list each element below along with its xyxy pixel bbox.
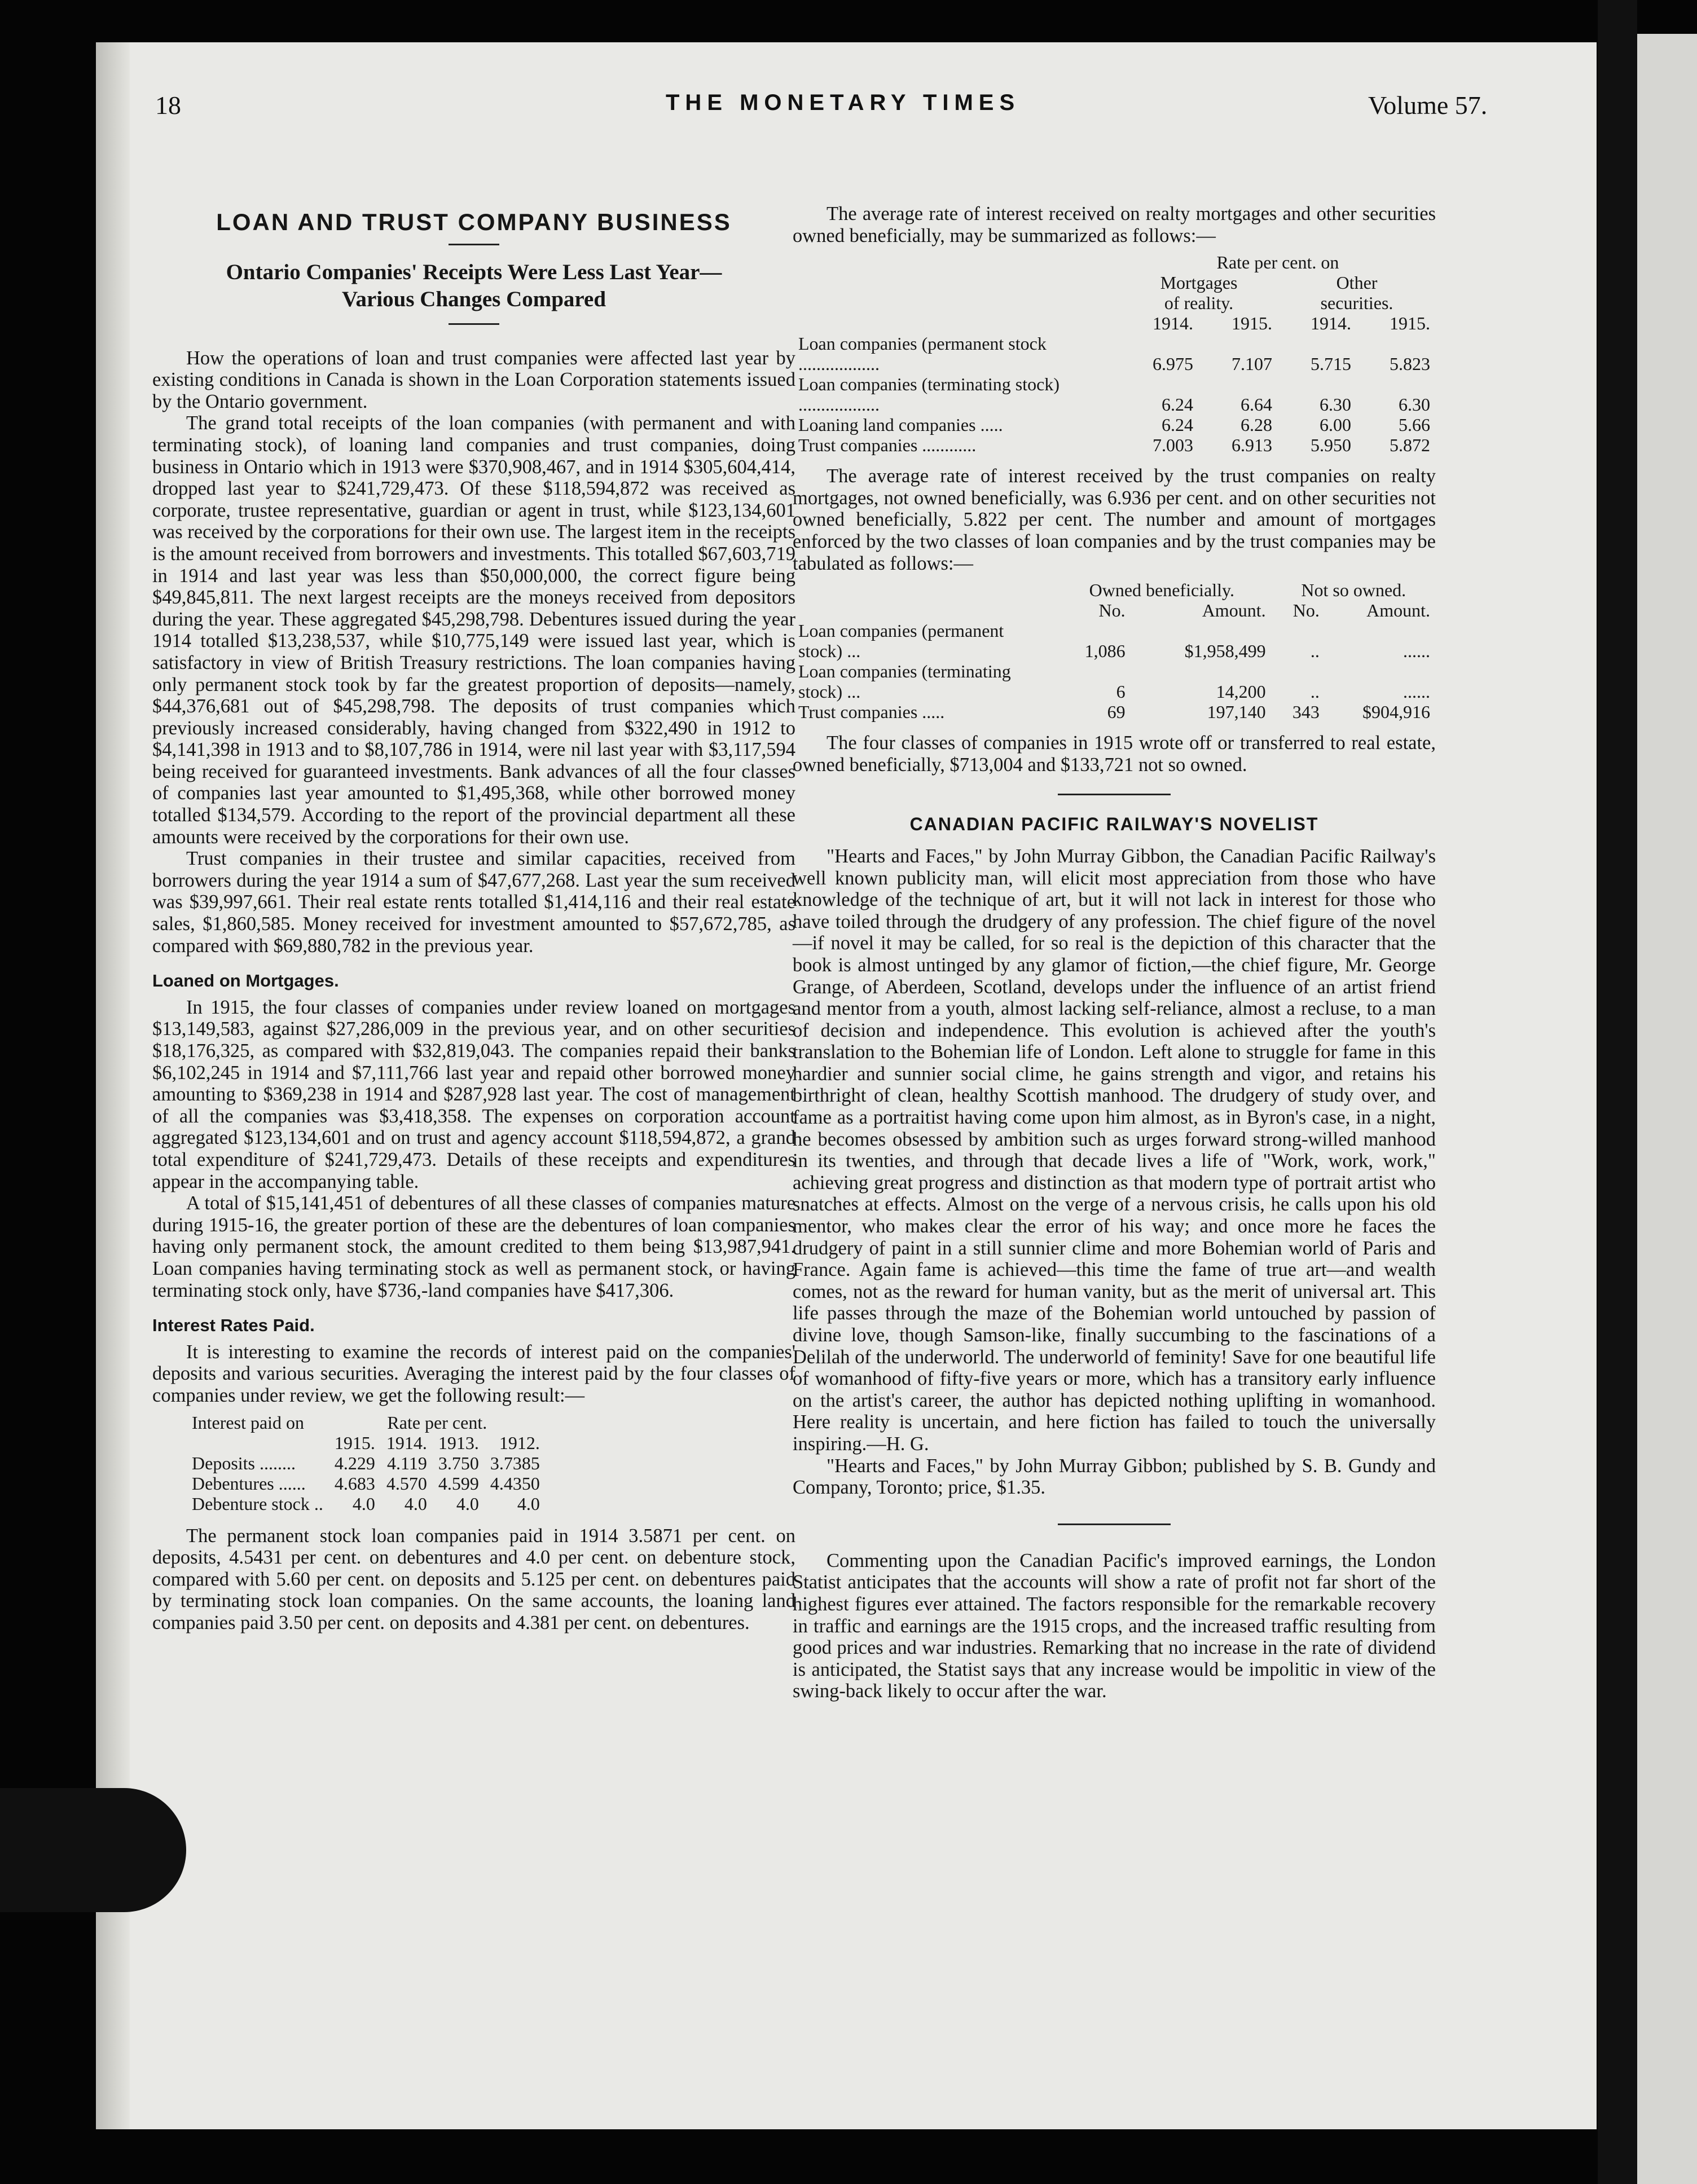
body-paragraph: The four classes of companies in 1915 wrote off or transferred to real estate, owned beneficially, $713,004 and $133,721 not so owned. [793, 732, 1436, 776]
year-header: 1913. [438, 1432, 479, 1453]
table-cell: 14,200 [1216, 681, 1266, 702]
row-label: Loan companies (permanent stock .................. [798, 333, 1047, 375]
table-header: Owned beneficially. [1089, 580, 1234, 601]
body-paragraph: Commenting upon the Canadian Pacific's improved earnings, the London Statist anticipates that the accounts will show a rate of profit not far short of the highest figures ever attained. The factors responsible for the remarkable recovery in traffic and earnings are the 1915 crops, and the increased traffic resulting from good prices and war industries. Remarking that no increase in the rate of dividend is anticipated, the Statist says that any increase would be impolitic in view of the swing-back likely to occur after the war. [793, 1549, 1436, 1702]
body-paragraph: In 1915, the four classes of companies under review loaned on mortgages $13,149,583, against $27,286,009 in the previous year, and on other securities $18,176,325, as compared with $32,819,043. The companies repaid their banks $6,102,245 in 1914 and $7,111,766 last year and repaid other borrowed money amounting to $369,238 in 1914 and $287,928 last year. The cost of management of all the companies was $3,418,358. The expenses on corporation account aggregated $123,134,601 and on trust and agency account $118,594,872, a grand total expenditure of $241,729,473. Details of these receipts and expenditures appear in the accompanying table. [152, 996, 795, 1192]
body-paragraph: Trust companies in their trustee and similar capacities, received from borrowers during the year 1914 a sum of $47,677,268. Last year the sum received was $39,997,661. Their real estate rents totalled $1,414,116 and their real estate sales, $1,860,585. Money received for investment amounted to $57,672,785, as compared with $69,880,782 in the previous year. [152, 848, 795, 957]
year-header: 1914. [1311, 313, 1351, 334]
table-cell: .. [1310, 641, 1320, 662]
table-cell: 6.913 [1232, 435, 1272, 456]
table-row [186, 1453, 546, 1473]
row-label: Loan companies (terminating stock) ... [798, 661, 1011, 702]
row-label: Loan companies (permanent stock) ... [798, 620, 1004, 662]
table-row [793, 435, 1436, 455]
facing-page-edge [1637, 34, 1697, 2184]
table-header: of reality. [1164, 293, 1234, 314]
table-cell: 6.24 [1162, 394, 1193, 415]
table-cell: 1,086 [1084, 641, 1126, 662]
body-paragraph: The permanent stock loan companies paid in 1914 3.5871 per cent. on deposits, 4.5431 per cent. on debentures and 4.0 per cent. on debenture stock, compared with 5.60 per cent. on deposits and 5.125 per cent. on debentures paid by terminating stock loan companies. On the same accounts, the loaning land companies paid 3.50 per cent. on deposits and 4.381 per cent. on debentures. [152, 1525, 795, 1633]
right-column [793, 203, 1436, 1702]
table-header: Rate per cent. on [1216, 252, 1339, 273]
column-header: Amount. [1202, 600, 1266, 621]
divider [449, 244, 499, 245]
table-header: Other [1336, 272, 1378, 293]
body-paragraph: A total of $15,141,451 of debentures of all these classes of companies mature during 1915-16, the greater portion of these are the debentures of loan companies having only permanent stock, the amount credited to them being $13,987,941. Loan companies having terminating stock as well as permanent stock, or having terminating stock only, have $736,-land companies have $417,306. [152, 1192, 795, 1301]
table-cell: 5.715 [1311, 354, 1351, 375]
body-paragraph: It is interesting to examine the records of interest paid on the companies' deposits and various securities. Averaging the interest paid by the four classes of companies under review, we get the following result:— [152, 1341, 795, 1406]
table-cell: 5.950 [1311, 435, 1351, 456]
table-cell: 5.823 [1390, 354, 1430, 375]
table-cell: 3.750 [438, 1452, 479, 1473]
cpr-headline: CANADIAN PACIFIC RAILWAY'S NOVELIST [909, 814, 1319, 835]
row-label: Trust companies ..... [798, 702, 945, 723]
body-paragraph: The average rate of interest received on realty mortgages and other securities owned beneficially, may be summarized as follows:— [793, 203, 1436, 246]
table-cell: 4.599 [438, 1473, 479, 1494]
row-label: Debentures ...... [192, 1473, 306, 1494]
publication-title: THE MONETARY TIMES [666, 90, 1021, 115]
table-cell: 6.64 [1241, 394, 1272, 415]
column-header: No. [1098, 600, 1126, 621]
table-cell: 5.66 [1399, 415, 1430, 435]
scanner-thumb-shadow [0, 1788, 186, 1912]
table-cell: 6.28 [1241, 415, 1272, 435]
table-cell: 343 [1292, 702, 1320, 723]
table-header: securities. [1320, 293, 1393, 314]
table-cell: 7.107 [1232, 354, 1272, 375]
year-header: 1915. [334, 1432, 375, 1453]
table-row [793, 333, 1436, 374]
body-paragraph: How the operations of loan and trust companies were affected last year by existing conditions in Canada is shown in the Loan Corporation statements issued by the Ontario government. [152, 347, 795, 412]
table-cell: 6.975 [1153, 354, 1193, 375]
table-cell: 197,140 [1207, 702, 1266, 723]
table-cell: 7.003 [1153, 435, 1193, 456]
deck-line: Various Changes Compared [341, 287, 606, 311]
table-cell: 6.24 [1162, 415, 1193, 435]
body-paragraph: The average rate of interest received by the trust companies on realty mortgages, not owned beneficially, was 6.936 per cent. and on other securities not owned beneficially, 5.822 per cent. The number and amount of mortgages enforced by the two classes of loan companies and by the trust companies may be tabulated as follows:— [793, 465, 1436, 574]
table-cell: 4.119 [387, 1452, 427, 1473]
table-cell: 4.0 [404, 1493, 427, 1514]
table-cell: $904,916 [1362, 702, 1430, 723]
table-cell: 6.00 [1320, 415, 1351, 435]
table-header: Rate per cent. [387, 1412, 487, 1433]
year-header: 1914. [386, 1432, 427, 1453]
table-header: Interest paid on [192, 1412, 305, 1433]
table-row [793, 415, 1436, 435]
book-spine [1598, 0, 1637, 2184]
table-cell: ...... [1403, 681, 1430, 702]
subhead-interest: Interest Rates Paid. [152, 1315, 315, 1336]
year-header: 1914. [1153, 313, 1193, 334]
table-cell: 69 [1107, 702, 1126, 723]
table-row [793, 374, 1436, 415]
volume-number: Volume 57. [1368, 91, 1488, 120]
table-cell: ...... [1403, 641, 1430, 662]
table-row [186, 1494, 546, 1514]
table-cell: 3.7385 [490, 1452, 540, 1473]
body-paragraph: "Hearts and Faces," by John Murray Gibbon; published by S. B. Gundy and Company, Toronto; price, $1.35. [793, 1455, 1436, 1499]
article-deck [152, 259, 795, 313]
year-header: 1915. [1232, 313, 1272, 334]
row-label: Loan companies (terminating stock) .................. [798, 374, 1059, 415]
table-row [186, 1473, 546, 1494]
page-number: 18 [155, 91, 181, 120]
mortgages-enforced-table [793, 580, 1436, 722]
deck-line: Ontario Companies' Receipts Were Less Last Year— [226, 259, 722, 284]
row-label: Loaning land companies ..... [798, 415, 1003, 435]
table-cell: 4.0 [352, 1493, 375, 1514]
row-label: Debenture stock .. [192, 1493, 323, 1514]
year-header: 1912. [499, 1432, 540, 1453]
left-column [152, 192, 795, 1633]
rate-received-table [793, 252, 1436, 455]
row-label: Trust companies ............ [798, 435, 977, 456]
table-header: Not so owned. [1301, 580, 1406, 601]
table-row [793, 620, 1436, 661]
table-cell: 5.872 [1390, 435, 1430, 456]
body-paragraph: "Hearts and Faces," by John Murray Gibbon, the Canadian Pacific Railway's well known publicity man, will elicit most appreciation from those who have knowledge of the technique of art, but it will not lack in interest for those who have toiled through the drudgery of any profession. The chief figure of the novel—if novel it may be called, for so real is the depiction of this character that the book is almost untinged by any glamor of fiction,—the chief figure, Mr. George Grange, of Aberdeen, Scotland, develops under the influence of an artist friend and mentor from a youth, almost lacking self-reliance, almost a recluse, to a man of decision and independence. This evolution is achieved after the youth's translation to the Bohemian life of London. Left alone to struggle for fame in this hardier and sunnier social clime, he gains strength and vigor, and retains his birthright of clean, healthy Scottish manhood. The drudgery of study over, and fame as a portraitist having come upon him almost, as in Byron's case, in a night, he becomes obsessed by ambition such as urges forward strong-willed manhood in its twenties, and through that decade lives a life of "Work, work, work," achieving great progress and distinction as that modern type of portrait artist who snatches at effects. Almost on the verge of a nervous crisis, he calls upon his old mentor, who makes clear the error of his way; and once more he faces the drudgery of paint in a still sunnier clime and more Bohemian world of Paris and France. Again fame is achieved—this time the fame of true art—and wealth comes, not as the reward for human vanity, but as the merit of universal art. This life passes through the maze of the Bohemian world untouched by passion of divine love, though Samson-like, finally succumbing to the fascinations of a Delilah of the underworld. The underworld of feminity! Save for one beautiful life of womanhood of fifty-five years or more, which has a transitory early influence on the artist's career, the author has depicted nothing uplifting in womanhood. Here reality is uncertain, and here fiction has failed to touch the universally inspiring.—H. G. [793, 845, 1436, 1455]
table-header: Mortgages [1160, 272, 1238, 293]
table-cell: 4.570 [386, 1473, 427, 1494]
table-cell: 4.0 [517, 1493, 540, 1514]
article-headline: LOAN AND TRUST COMPANY BUSINESS [216, 209, 732, 235]
row-label: Deposits ........ [192, 1452, 296, 1473]
table-cell: $1,958,499 [1184, 641, 1266, 662]
subhead-mortgages: Loaned on Mortgages. [152, 971, 339, 991]
divider [449, 323, 499, 325]
divider [1058, 1523, 1171, 1525]
body-paragraph: The grand total receipts of the loan companies (with permanent and with terminating stock), of loaning land companies and trust companies, doing business in Ontario which in 1913 were $370,908,467, and in 1914 $305,604,414, dropped last year to $241,729,473. Of these $118,594,872 was received as corporate, trustee representative, guardian or agent in trust, while $123,134,601 was received by the corporations for their own use. The largest item in the receipts is the amount received from borrowers and investments. This totalled $67,603,719 in 1914 and last year was less than $50,000,000, the correct figure being $49,845,811. The next largest receipts are the moneys received from depositors during the year. These aggregated $45,298,798. Debentures issued during the year 1914 totalled $13,238,537, while $10,775,149 were issued last year, which is satisfactory in view of British Treasury restrictions. The loan companies having only permanent stock took by far the greatest proportion of deposits—namely, $44,376,681 out of $45,298,798. The deposits of trust companies which previously increased considerably, having changed from $322,490 in 1912 to $4,141,398 in 1913 and to $8,107,786 in 1914, were nil last year with $3,117,594 being received for guaranteed investments. Bank advances of all the four classes of companies last year amounted to $1,495,368, while other borrowed money totalled $134,579. According to the report of the provincial department all these amounts were received by the corporations for their own use. [152, 412, 795, 848]
column-header: Amount. [1366, 600, 1430, 621]
table-cell: .. [1310, 681, 1320, 702]
table-cell: 4.0 [456, 1493, 479, 1514]
table-cell: 4.229 [334, 1452, 375, 1473]
divider [1058, 794, 1171, 795]
interest-rates-table [186, 1412, 546, 1514]
table-row [793, 702, 1436, 722]
table-cell: 6.30 [1320, 394, 1351, 415]
table-cell: 4.4350 [490, 1473, 540, 1494]
year-header: 1915. [1390, 313, 1430, 334]
table-cell: 6.30 [1399, 394, 1430, 415]
table-cell: 6 [1116, 681, 1126, 702]
table-row [793, 661, 1436, 702]
table-cell: 4.683 [334, 1473, 375, 1494]
column-header: No. [1292, 600, 1320, 621]
